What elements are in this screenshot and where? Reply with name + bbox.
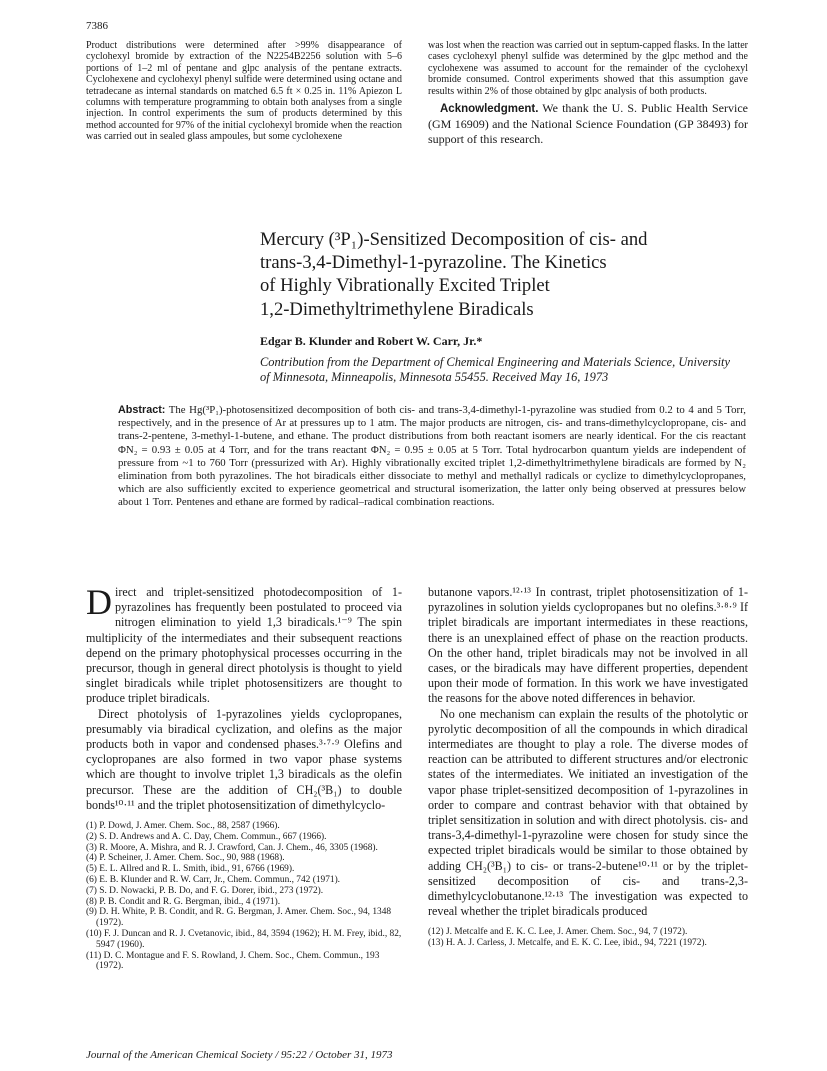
title-line: trans-3,4-Dimethyl-1-pyrazoline. The Kinetics (260, 252, 607, 274)
body-paragraph: Direct photolysis of 1-pyrazolines yields cyclopropanes, presumably via biradical cyclization, and olefins as the major products both in vapor and condensed phases.³·⁷·⁹ Olefins and cyclopropanes are also formed in two vapor phase systems which are thought to involve triplet 1,3 biradicals as the olefin precursor. These are the addition of CH₂(³B₁) to double bonds¹⁰·¹¹ and the triplet photosensitization of dimethylcyclo- (86, 706, 402, 812)
reference-item: (1) P. Dowd, J. Amer. Chem. Soc., 88, 2587 (1966). (86, 821, 280, 832)
reference-item: (4) P. Scheiner, J. Amer. Chem. Soc., 90, 988 (1968). (86, 853, 285, 864)
drop-cap: D (86, 582, 112, 622)
reference-item: (12) J. Metcalfe and E. K. C. Lee, J. Amer. Chem. Soc., 94, 7 (1972). (428, 927, 688, 938)
reference-item: (10) F. J. Duncan and R. J. Cvetanovic, ibid., 84, 3594 (1962); H. M. Frey, ibid., 82, 5947 (1960). (86, 929, 402, 950)
top-right-paragraph: was lost when the reaction was carried out in septum-capped flasks. In the latter cases cyclohexyl phenyl sulfide was determined by the glpc method and the cyclohexene was assumed to account for the remainder of the cyclohexyl bromide consumed. Control experiments showed that this assumption gave results within 2% of those obtained by glpc analysis of both products. (428, 40, 748, 97)
body-paragraph: No one mechanism can explain the results of the photolytic or pyrolytic decomposition of all the compounds in which diradical intermediates are thought to play a role. The diverse modes of reaction can be attributed to different structures and/or electronic states of the intermediates. We initiated an investigation of the vapor phase triplet-sensitized decomposition of 1-pyrazolines in order to compare and contrast behavior with that obtained by triplet sensitization in solution and with direct photolysis. cis- and trans-3,4-dimethyl-1-pyrazoline were chosen for study since the expected triplet biradicals would be similar to those obtained by adding CH₂(³B₁) to cis- or trans-2-butene¹⁰·¹¹ or by the triplet-sensitized decomposition of cis- and trans-2,3-dimethylcyclobutanone.¹²·¹³ The investigation was expected to reveal whether the triplet biradicals produced (428, 706, 748, 919)
reference-item: (7) S. D. Nowacki, P. B. Do, and F. G. Dorer, ibid., 273 (1972). (86, 885, 324, 896)
abstract-text: The Hg(³P₁)-photosensitized decomposition of both cis- and trans-3,4-dimethyl-1-pyrazoline was studied from 0.2 to 4 and 5 Torr, respectively, and in the presence of Ar at pressures up to 1 atm. The major products are nitrogen, cis- and trans-dimethylcyclopropane, cis- and trans-2-pentene, 3-methyl-1-butene, and ethane. The product distributions from both reactant isomers are nearly identical. For the cis reactant ΦN₂ = 0.93 ± 0.05 at 4 Torr, and for the trans reactant ΦN₂ = 0.95 ± 0.05 at 5 Torr. Total hydrocarbon quantum yields are independent of pressure from ~1 to 760 Torr (pressurized with Ar). Highly vibrationally excited triplet 1,2-dimethyltrimethylene biradicals are formed by N₂ elimination from both pyrazolines. The hot biradicals either dissociate to methyl and methallyl radicals or cyclize to dimethylcyclopropanes, which are also sufficiently excited to experience geometrical and structural isomerization, the latter only being observed at pressures below about 1 Torr. Pentenes and ethane are formed by radical–radical combination reactions. (118, 404, 746, 509)
reference-item: (8) P. B. Condit and R. G. Bergman, ibid., 4 (1971). (86, 896, 281, 907)
reference-item: (6) E. B. Klunder and R. W. Carr, Jr., Chem. Commun., 742 (1971). (86, 875, 341, 886)
page-number: 7386 (86, 20, 108, 32)
acknowledgment-heading: Acknowledgment. (440, 103, 539, 116)
acknowledgment (428, 101, 748, 147)
reference-item: (11) D. C. Montague and F. S. Rowland, J. Chem. Soc., Chem. Commun., 193 (1972). (86, 950, 380, 972)
body-column-left (86, 582, 402, 972)
reference-item: (13) H. A. J. Carless, J. Metcalfe, and E. K. C. Lee, ibid., 94, 7221 (1972). (428, 938, 707, 949)
title-line: 1,2-Dimethyltrimethylene Biradicals (260, 298, 534, 320)
top-right-block (428, 40, 748, 147)
journal-footer: Journal of the American Chemical Society / 95:22 / October 31, 1973 (86, 1049, 393, 1061)
reference-item: (9) D. H. White, P. B. Condit, and R. G. Bergman, J. Amer. Chem. Soc., 94, 1348 (1972). (86, 907, 392, 929)
body-paragraph: butanone vapors.¹²·¹³ In contrast, triplet photosensitization of 1-pyrazolines in solution yields cyclopropanes but no olefins.³·⁸·⁹ If triplet biradicals are important intermediates in these reactions, there is an unexplained effect of phase on the reaction products. On the other hand, triplet biradicals may not be involved in all cases, or the biradicals may have different properties, dependent upon their mode of formation. In this work we have investigated the reasons for the above noted differences in behavior. (428, 585, 748, 706)
acknowledgment-text: We thank the U. S. Public Health Service (GM 16909) and the National Science Foundation (GP 38493) for support of this research. (428, 101, 748, 147)
title-line: of Highly Vibrationally Excited Triplet (260, 275, 550, 297)
reference-item: (5) E. L. Allred and R. L. Smith, ibid., 91, 6766 (1969). (86, 864, 295, 875)
reference-item: (3) R. Moore, A. Mishra, and R. J. Crawford, Can. J. Chem., 46, 3305 (1968). (86, 842, 378, 853)
article-title (260, 228, 740, 321)
references-right (428, 927, 748, 949)
top-left-paragraph: Product distributions were determined after >99% disappearance of cyclohexyl bromide by extraction of the N2254B2256 solution with 5–6 portions of 1–2 ml of pentane and glpc analysis of the pentane extracts. Cyclohexene and cyclohexyl phenyl sulfide were determined using octane and tetradecane as internal standards on matched 6.5 ft × 0.25 in. 11% Apiezon L columns with temperature programming to obtain both analyses from a single injection. In control experiments the sum of products determined by this method accounted for 97% of the initial cyclohexyl bromide when the reaction was carried out in sealed glass ampoules, but some cyclohexene (86, 40, 402, 143)
abstract-heading: Abstract: (118, 404, 166, 416)
body-column-right (428, 585, 748, 949)
affiliation: Contribution from the Department of Chemical Engineering and Materials Science, University of Minnesota, Minneapolis, Minnesota 55455. Received May 16, 1973 (260, 355, 730, 384)
authors: Edgar B. Klunder and Robert W. Carr, Jr.* (260, 334, 483, 348)
title-line: Mercury (³P₁)-Sensitized Decomposition of cis- and (260, 229, 648, 250)
references-left (86, 821, 402, 972)
body-paragraph: irect and triplet-sensitized photodecomposition of 1-pyrazolines has frequently been postulated to proceed via nitrogen elimination to yield 1,3 biradicals.¹⁻⁹ The spin multiplicity of the intermediates and their subsequent reactions depend on the primary photophysical processes occurring in the precursor, though in general direct photolysis is thought to yield singlet biradicals while triplet photosensitizers are thought to produce triplet biradicals. (86, 585, 402, 706)
abstract (118, 404, 746, 510)
reference-item: (2) S. D. Andrews and A. C. Day, Chem. Commun., 667 (1966). (86, 831, 327, 842)
